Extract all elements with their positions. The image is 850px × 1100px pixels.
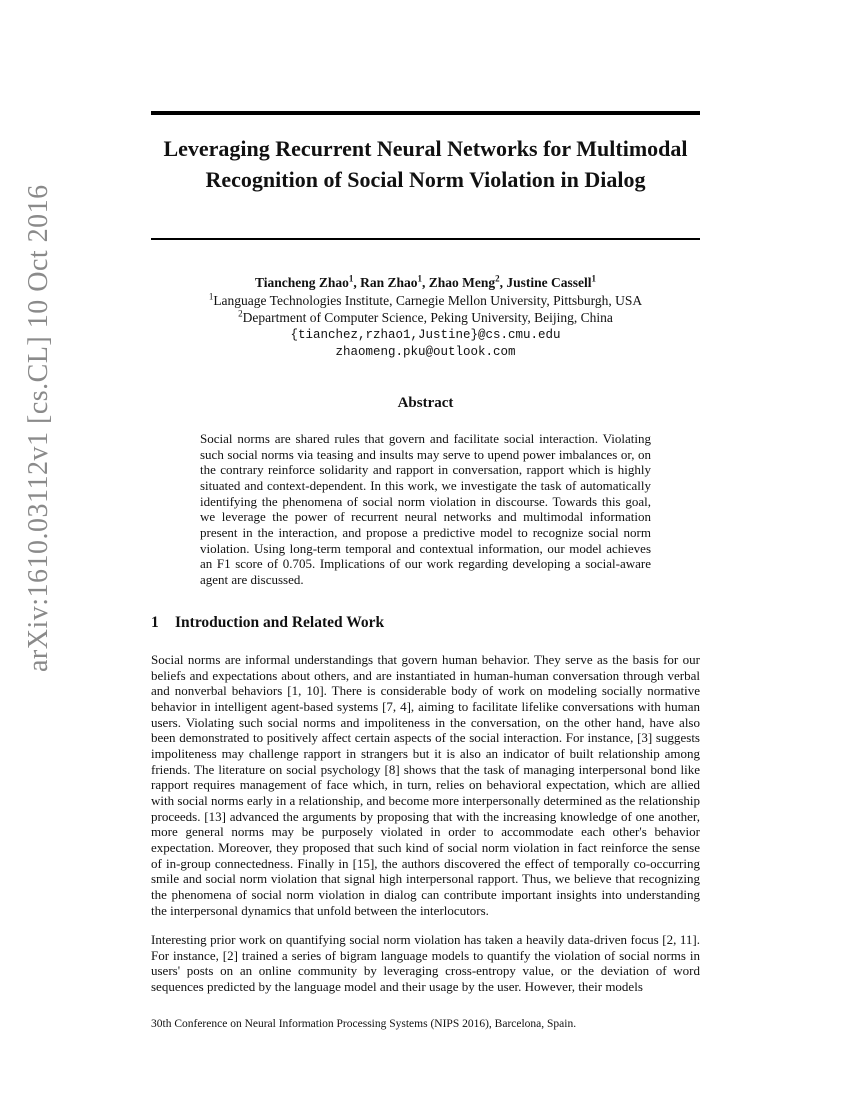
arxiv-identifier: arXiv:1610.03112v1 [cs.CL] 10 Oct 2016 [23,184,54,672]
author-affiliation-mark: 2 [495,273,500,284]
author-block [151,274,700,362]
affiliation-line [151,309,700,327]
title-bottom-rule [151,238,700,240]
author-name: Tiancheng Zhao [254,275,349,290]
author-affiliation-mark: 1 [348,273,354,284]
affiliation-line [151,292,700,310]
author-name: Justine Cassell [506,275,592,290]
author-affiliation-mark: 1 [591,273,597,284]
paper-title: Leveraging Recurrent Neural Networks for Multimodal Recognition of Social Norm Violation in Dialog [163,136,688,192]
affiliation-mark: 2 [238,308,243,319]
body-paragraph: Interesting prior work on quantifying social norm violation has taken a heavily data-driven focus [2, 11]. For instance, [2] trained a series of bigram language models to quantify the violation of social norms in users' posts on an online community by leveraging cross-entropy value, or the deviation of word sequences predicted by the language model and their usage by the user. However, their models [151,932,700,994]
conference-footnote: 30th Conference on Neural Information Processing Systems (NIPS 2016), Barcelona, Spain. [151,1018,577,1030]
section-title: Introduction and Related Work [175,614,385,631]
email-line: zhaomeng.pku@outlook.com [335,345,516,359]
author-name: Zhao Meng [428,275,496,290]
affiliation-text: Department of Computer Science, Peking University, Beijing, China [242,310,613,325]
author-affiliation-mark: 1 [417,273,423,284]
abstract-text: Social norms are shared rules that govern and facilitate social interaction. Violating such social norms via teasing and insults may serve to upend power imbalances or, on the contrary reinforce solidarity and rapport in conversation, rapport which is highly situated and context-dependent. In this work, we investigate the task of automatically identifying the phenomena of social norm violation in discourse. Towards this goal, we leverage the power of recurrent neural networks and multimodal information present in the interaction, and propose a predictive model to recognize social norm violation. Using long-term temporal and contextual information, our model achieves an F1 score of 0.705. Implications of our work regarding developing a social-aware agent are discussed. [200,431,651,587]
author-names: Tiancheng Zhao$^1$, Ran Zhao$^1$, Zhao Meng$^2$, Justine Cassell$^1$ [254,273,597,290]
affiliation-mark: 1 [208,291,214,301]
body-paragraph: Social norms are informal understandings that govern human behavior. They serve as the basis for our beliefs and expectations about others, and are instantiated in human-human conversation through verbal and nonverbal behaviors [1, 10]. There is considerable body of work on modeling socially normative behavior in intelligent agent-based systems [7, 4], aiming to facilitate lifelike conversations with human users. Violating such social norms and impoliteness in the conversation, on the other hand, have also been demonstrated to positively affect certain aspects of the social interaction. For instance, [3] suggests impoliteness may challenge rapport in strangers but it is also an indicator of built relationship among friends. The literature on social psychology [8] shows that the task of managing interpersonal bond like rapport requires management of face which, in turn, relies on behavioral expectation, which are allied with social norms early in a relationship, and become more interpersonally determined as the relationship proceeds. [13] advanced the arguments by proposing that with the increasing knowledge of one another, more general norms may be purposely violated in order to accommodate each other's behavior expectation. Moreover, they proposed that such kind of social norm violation in fact reinforce the sense of in-group connectedness. Finally in [15], the authors discovered the effect of temporally co-occurring smile and social norm violation that signal high interpersonal rapport. Thus, we believe that recognizing the phenomena of social norm violation in dialog can contribute important insights into understanding the interpersonal dynamics that unfold between the interlocutors. [151,652,700,918]
title-top-rule [151,111,700,115]
affiliation-text: Language Technologies Institute, Carnegie Mellon University, Pittsburgh, USA [213,292,643,308]
section-number: 1 [151,614,159,631]
abstract-heading: Abstract [397,395,454,411]
section-heading [151,614,700,632]
email-line: {tianchez,rzhao1,Justine}@cs.cmu.edu [290,327,561,342]
author-name: Ran Zhao [360,275,418,290]
